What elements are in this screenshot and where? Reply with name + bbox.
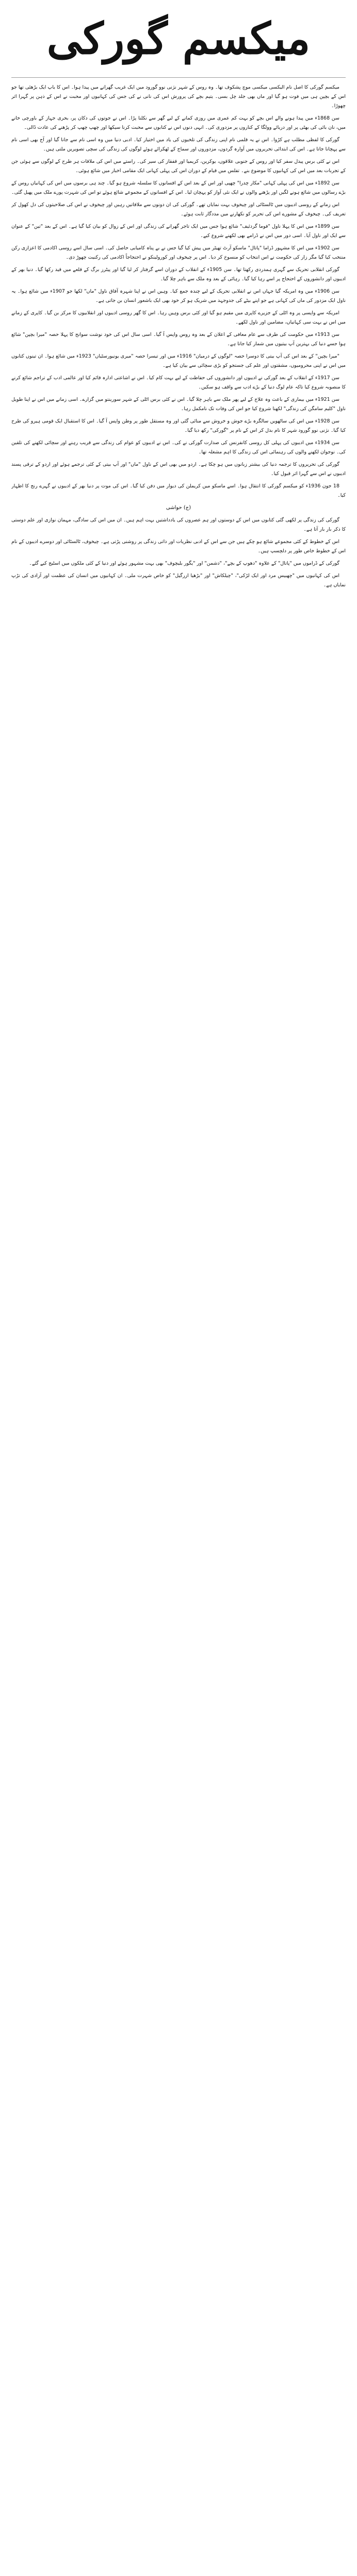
article-paragraph: سن 1892ء میں اس کی پہلی کہانی "مکار چدرا" چھپی اور اس کے بعد اس کے افسانوں کا سلسلہ شروع ہو گیا۔ چند ہی برسوں میں اس کی کہانیاں روس کے بڑے رسالوں میں شائع ہونے لگیں اور پڑھنے والوں نے ایک نئی آواز کو پہچان لیا۔ اس کے افسانوں کے مجموعے شائع ہوئے تو اس کی شہرت پورے ملک میں پھیل گئی۔ [11,180,346,195]
article-body [11,83,346,2576]
article-paragraph: اس نے کئی برس پیدل سفر کیا اور روس کے جنوبی علاقوں، یوکرین، کریمیا اور قفقاز کی سیر کی۔ راستے میں اس کی ملاقات ہر طرح کے لوگوں سے ہوئی جن کے تجربات بعد میں اس کی کہانیوں کا موضوع بنے۔ تفلس میں قیام کے دوران اس کی پہلی کہانی ایک مقامی اخبار میں شائع ہوئی۔ [11,159,346,174]
article-paragraph: سن 1921ء میں بیماری کے باعث وہ علاج کے لیے پھر ملک سے باہر چلا گیا۔ اس نے کئی برس اٹلی کے شہر سورینتو میں گزارے۔ اسی زمانے میں اس نے اپنا طویل ناول "کلیم سامگن کی زندگی" لکھنا شروع کیا جو اس کی وفات تک نامکمل رہا۔ [11,397,346,412]
article-paragraph: سن 1899ء میں اس کا پہلا ناول "فوما گردئیف" شائع ہوا جس میں ایک تاجر گھرانے کی زندگی اور اس کے زوال کو بیان کیا گیا ہے۔ اس کے بعد "تین" کے عنوان سے ایک اور ناول آیا۔ اسی دور میں اس نے ڈرامے بھی لکھنے شروع کیے۔ [11,224,346,239]
article-paragraph: 18 جون 1936ء کو میکسم گورکی کا انتقال ہوا۔ اسے ماسکو میں کریملن کی دیوار میں دفن کیا گیا۔ اس کی موت پر دنیا بھر کے ادیبوں نے گہرے رنج کا اظہار کیا۔ [11,483,346,498]
article-paragraph: سن 1913ء میں حکومت کی طرف سے عام معافی کے اعلان کے بعد وہ روس واپس آ گیا۔ اسی سال اس کی خود نوشت سوانح کا پہلا حصہ "میرا بچپن" شائع ہوا جسے دنیا کی بہترین آپ بیتیوں میں شمار کیا جاتا ہے۔ [11,332,346,347]
note-paragraph: اس کی کہانیوں میں "چھبیس مرد اور ایک لڑکی"، "چیلکاش" اور "بڑھیا ازرگیل" کو خاص شہرت ملی۔ ان کہانیوں میں انسان کی عظمت اور آزادی کی تڑپ نمایاں ہے۔ [11,573,346,588]
article-paragraph: گورکی کی تحریروں کا ترجمہ دنیا کی بیشتر زبانوں میں ہو چکا ہے۔ اردو میں بھی اس کے ناول "ماں" اور آپ بیتی کے کئی ترجمے ہوئے اور اردو کے ترقی پسند ادیبوں نے اس سے گہرا اثر قبول کیا۔ [11,462,346,477]
article-paragraph: سن 1934ء میں ادیبوں کی پہلی کل روسی کانفرنس کی صدارت گورکی نے کی۔ اس نے ادیبوں کو عوام کی زندگی سے قریب رہنے اور سچائی لکھنے کی تلقین کی۔ نوجوان لکھنے والوں کی رہنمائی اس کی زندگی کا اہم مشغلہ تھا۔ [11,440,346,455]
article-paragraph: گورکی کا لفظی مطلب ہے کڑوا۔ اس نے یہ قلمی نام اپنی زندگی کی تلخیوں کی یاد میں اختیار کیا۔ ادبی دنیا میں وہ اسی نام سے جانا گیا اور آج بھی اسی نام سے پہچانا جاتا ہے۔ اس کی ابتدائی تحریروں میں آوارہ گردوں، مزدوروں اور سماج کے ٹھکرائے ہوئے لوگوں کی زندگی کی سچی تصویریں ملتی ہیں۔ [11,137,346,152]
article-title: میکسم گورکی [46,13,311,64]
note-paragraph: گورکی کے ڈراموں میں "پاتال" کے علاوہ "دھوپ کے بچے"، "دشمن" اور "یگور بلیچوف" بھی بہت مشہور ہوئے اور دنیا کے کئی ملکوں میں اسٹیج کیے گئے۔ [29,561,339,566]
section-heading: (ج) حواشی [166,505,191,511]
article-paragraph: سن 1917ء کے انقلاب کے بعد گورکی نے ادیبوں اور دانشوروں کی حفاظت کے لیے بہت کام کیا۔ اس نے اشاعتی ادارہ قائم کیا اور عالمی ادب کے تراجم شائع کرنے کا منصوبہ شروع کیا تاکہ عام لوگ دنیا کے بڑے ادب سے واقف ہو سکیں۔ [11,375,346,390]
article-paragraph: سن 1902ء میں اس کا مشہور ڈراما "پاتال" ماسکو آرٹ تھیٹر میں پیش کیا گیا جس نے بے پناہ کامیابی حاصل کی۔ اسی سال اسے روسی اکادمی کا اعزازی رکن منتخب کیا گیا مگر زار کی حکومت نے اس انتخاب کو منسوخ کر دیا۔ اس پر چیخوف اور کورولینکو نے احتجاجاً اکادمی کی رکنیت چھوڑ دی۔ [11,245,346,260]
article-paragraph: اس زمانے کے روسی ادیبوں میں ٹالسٹائی اور چیخوف بہت نمایاں تھے۔ گورکی کی ان دونوں سے ملاقاتیں رہیں اور چیخوف نے اس کی صلاحیتوں کی دل کھول کر تعریف کی۔ چیخوف کے مشورے اس کی تحریر کو نکھارنے میں مددگار ثابت ہوئے۔ [11,202,346,217]
article-paragraph: سن 1928ء میں اس کی ساٹھویں سالگرہ بڑے جوش و خروش سے منائی گئی اور وہ مستقل طور پر وطن واپس آ گیا۔ اس کا استقبال ایک قومی ہیرو کی طرح کیا گیا۔ نژنی نوو گورود شہر کا نام بدل کر اس کے نام پر "گورکی" رکھ دیا گیا۔ [11,418,346,433]
article-paragraph: میکسم گورکی کا اصل نام الیکسی میکسی موچ پشکوف تھا۔ وہ روس کے شہر نژنی نوو گورود میں ایک غریب گھرانے میں پیدا ہوا۔ اس کا باپ ایک بڑھئی تھا جو اس کے بچپن ہی میں فوت ہو گیا اور ماں بھی جلد چل بسی۔ یتیم بچے کی پرورش اس کی نانی نے کی جس کی کہانیوں اور محبت نے اس کے ذہن پر گہرا اثر چھوڑا۔ [11,84,346,109]
article-paragraph: سن 1906ء میں وہ امریکہ گیا جہاں اس نے انقلابی تحریک کے لیے چندہ جمع کیا۔ وہیں اس نے اپنا شہرہ آفاق ناول "ماں" لکھا جو 1907ء میں شائع ہوا۔ یہ ناول ایک مزدور کی ماں کی کہانی ہے جو اپنے بیٹے کی جدوجہد میں شریک ہو کر خود بھی ایک باشعور انسان بن جاتی ہے۔ [11,289,346,303]
article-paragraph: سن 1868ء میں پیدا ہونے والے اس بچے کو بہت کم عمری میں روزی کمانے کے لیے گھر سے نکلنا پڑا۔ اس نے جوتوں کی دکان پر، بحری جہاز کے باورچی خانے میں، نان بائی کی بھٹی پر اور دریائے وولگا کے کناروں پر مزدوری کی۔ انہی دنوں اس نے کتابوں سے محبت کرنا سیکھا اور چھپ چھپ کر پڑھنے کی عادت ڈالی۔ [11,115,346,130]
note-paragraph: اس کے خطوط کے کئی مجموعے شائع ہو چکے ہیں جن سے اس کے ادبی نظریات اور ذاتی زندگی پر روشنی پڑتی ہے۔ چیخوف، ٹالسٹائی اور دوسرے ادیبوں کے نام اس کے خطوط خاص طور پر دلچسپ ہیں۔ [11,539,346,554]
article-paragraph: گورکی انقلابی تحریک سے گہری ہمدردی رکھتا تھا۔ سن 1905ء کے انقلاب کے دوران اسے گرفتار کر لیا گیا اور پیٹرز برگ کے قلعے میں قید رکھا گیا۔ دنیا بھر کے ادیبوں اور دانشوروں کے احتجاج پر اسے رہا کیا گیا۔ رہائی کے بعد وہ ملک سے باہر چلا گیا۔ [11,267,346,282]
title-divider [11,77,346,78]
article-paragraph: "میرا بچپن" کے بعد اس کی آپ بیتی کا دوسرا حصہ "لوگوں کے درمیان" 1916ء میں اور تیسرا حصہ "میری یونیورسٹیاں" 1923ء میں شائع ہوا۔ ان تینوں کتابوں میں اس نے اپنی محرومیوں، مشقتوں اور علم کی جستجو کو بڑی سچائی سے بیان کیا ہے۔ [11,353,346,368]
article-paragraph: امریکہ سے واپسی پر وہ اٹلی کے جزیرے کاپری میں مقیم ہو گیا اور کئی برس وہیں رہا۔ اس کا گھر روسی ادیبوں اور انقلابیوں کا مرکز بن گیا۔ کاپری کے زمانے میں اس نے بہت سی کہانیاں، مضامین اور ناول لکھے۔ [11,310,346,325]
note-paragraph: گورکی کی زندگی پر لکھی گئی کتابوں میں اس کے دوستوں اور ہم عصروں کی یادداشتیں بہت اہم ہیں۔ ان میں اس کی سادگی، مہمان نوازی اور علم دوستی کا ذکر بار بار آتا ہے۔ [11,517,346,532]
